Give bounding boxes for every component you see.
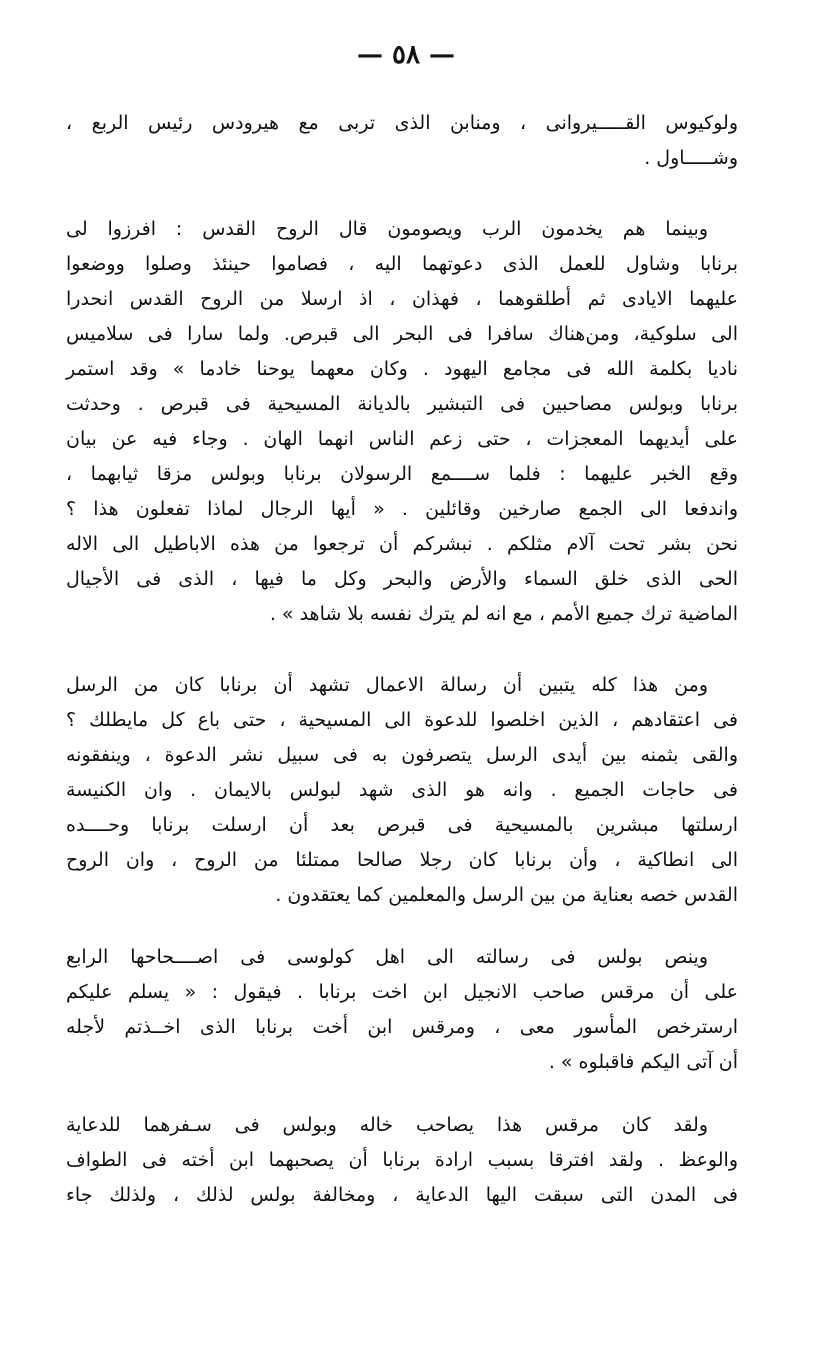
text-line: ناديا بكلمة الله فى مجامع اليهود . وكان معهما يوحنا خادما » وقد استمر [66,358,738,380]
text-line: برنابا وبولس مصاحبين فى التبشير بالديانة المسيحية فى قبرص . وحدثت [66,393,738,415]
paragraph-1 [66,106,738,176]
page-number: — ٥٨ — [356,40,456,70]
text-line: الحى الذى خلق السماء والأرض والبحر وكل ما فيها ، الذى فى الأجيال [66,568,738,590]
text-line: ولقد كان مرقس هذا يصاحب خاله وبولس فى سـفرهما للدعاية [66,1114,708,1136]
text-line: فى اعتقادهم ، الذين اخلصوا للدعوة الى المسيحية ، حتى باع كل مايطلك ؟ [66,709,738,731]
text-line: ولوكيوس القـــــيروانى ، ومنابن الذى تربى مع هيرودس رئيس الربع ، [66,112,738,134]
text-line: ارسلتها مبشرين بالمسيحية فى قبرص بعد أن ارسلت برنابا وحــــده [66,814,738,836]
text-line: وبينما هم يخدمون الرب ويصومون قال الروح القدس : افرزوا لى [66,218,708,240]
text-line: برنابا وشاول للعمل الذى دعوتهما اليه ، فصاموا حينئذ وصلوا ووضعوا [66,253,738,275]
text-line: على أن مرقس صاحب الانجيل ابن اخت برنابا . فيقول : « يسلم عليكم [66,981,738,1003]
text-line: عليهما الايادى ثم أطلقوهما ، فهذان ، اذ ارسلا من الروح القدس انحدرا [66,288,738,310]
text-line: الماضية ترك جميع الأمم ، مع انه لم يترك نفسه بلا شاهد » . [269,603,738,625]
text-line: ومن هذا كله يتبين أن رسالة الاعمال تشهد أن برنابا كان من الرسل [66,674,708,696]
text-line: فى حاجات الجميع . وانه هو الذى شهد لبولس بالايمان . وان الكنيسة [66,779,738,801]
paragraph-3 [66,668,738,913]
text-line: وشـــــاول . [644,147,738,169]
text-line: على أيديهما المعجزات ، حتى زعم الناس انهما الهان . وجاء فيه عن بيان [66,428,738,450]
paragraph-2 [66,212,738,632]
text-line: وينص بولس فى رسالته الى اهل كولوسى فى اصــــحاحها الرابع [66,946,708,968]
text-line: الى سلوكية، ومن‌هناك سافرا فى البحر الى قبرص. ولما سارا فى سلاميس [66,323,738,345]
paragraph-4 [66,940,738,1080]
text-line: وقع الخبر عليهما : فلما ســــمع الرسولان برنابا وبولس مزقا ثيابهما ، [66,463,738,485]
paragraph-5 [66,1108,738,1213]
text-line: ارسترخص المأسور معى ، ومرقس ابن أخت برنابا الذى اخــذتم لأجله [66,1016,738,1038]
text-line: والقى بثمنه بين أيدى الرسل يتصرفون به فى سبيل نشر الدعوة ، وينفقونه [66,744,738,766]
text-line: فى المدن التى سبقت اليها الدعاية ، ومخالفة بولس لذلك ، ولذلك جاء [66,1184,738,1206]
text-line: الى انطاكية ، وأن برنابا كان رجلا صالحا ممتلئا من الروح ، وان الروح [66,849,738,871]
text-line: نحن بشر تحت آلام مثلكم . نبشركم أن ترجعوا من هذه الاباطيل الى الاله [66,533,738,555]
text-line: واندفعا الى الجمع صارخين وقائلين . « أيها الرجال لماذا تفعلون هذا ؟ [66,498,738,520]
text-line: والوعظ . ولقد افترقا بسبب ارادة برنابا أن يصحبهما ابن أخته فى الطواف [66,1149,738,1171]
text-line: القدس خصه بعناية من بين الرسل والمعلمين كما يعتقدون . [275,884,738,906]
text-line: أن آتى اليكم فاقبلوه » . [548,1051,738,1073]
